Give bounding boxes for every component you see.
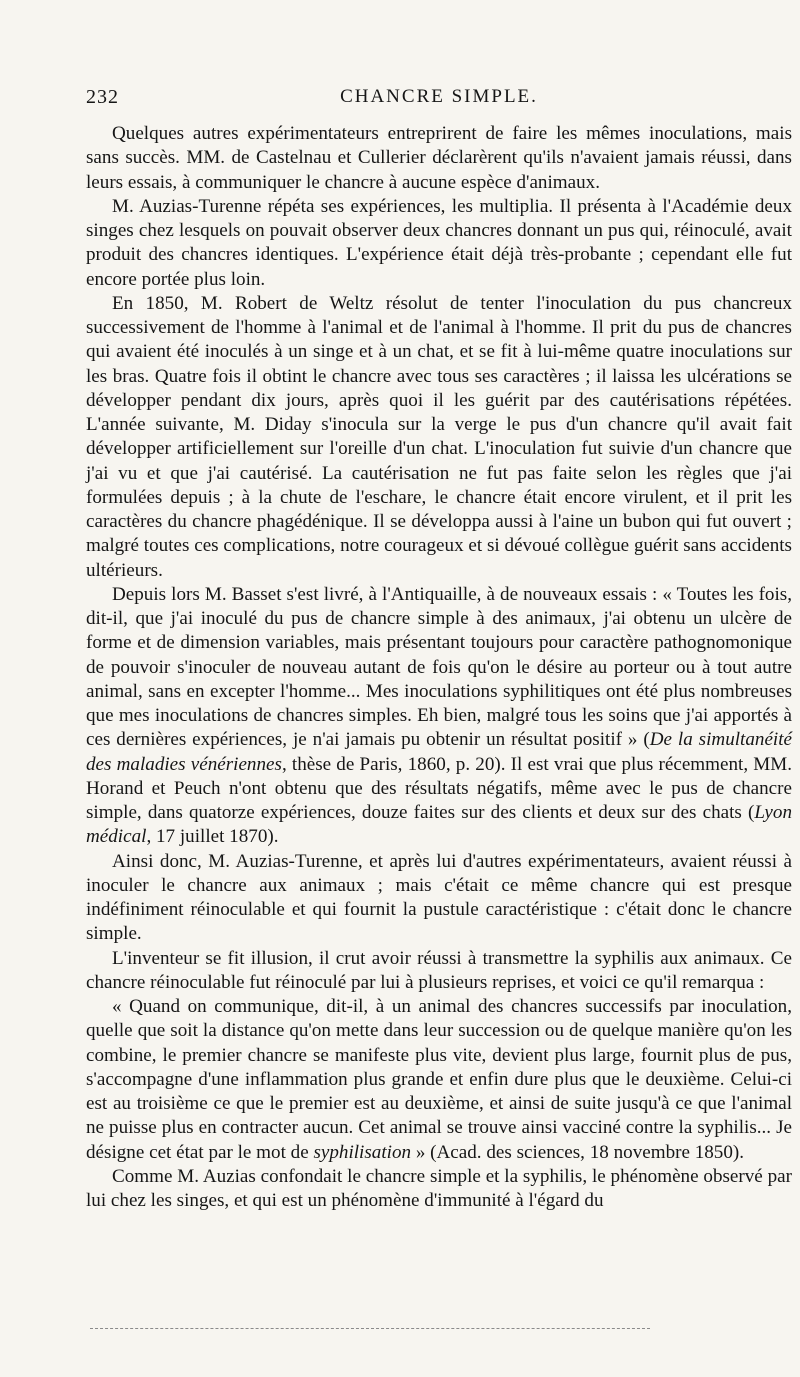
paragraph-basset-essays: Depuis lors M. Basset s'est livré, à l'Antiquaille, à de nouveaux essais : « Toutes les fois, dit-il, que j'ai inoculé du pus de chancre simple à des animaux, j'ai obtenu un ulcère de forme et de dimension variables, mais présentant toujours pour caractère pathognomonique de pouvoir s'inoculer de nouveau autant de fois qu'on le désire au porteur ou à tout autre animal, sans en excepter l'homme... Mes inoculations syphilitiques ont été plus nombreuses que mes inoculations de chancres simples. Eh bien, malgré tous les soins que j'ai apportés à ces dernières expériences, je n'ai jamais pu obtenir un résultat positif » (De la simultanéité des maladies vénériennes, thèse de Paris, 1860, p. 20). Il est vrai que plus récemment, MM. Horand et Peuch n'ont obtenu que des résultats négatifs, même avec le pus de chancre simple, dans quatorze expériences, douze faites sur des clients et deux sur des chats (Lyon médical, 17 juillet 1870). — [86, 583, 793, 848]
paragraph-weltz-diday: En 1850, M. Robert de Weltz résolut de tenter l'inoculation du pus chancreux successivement de l'homme à l'animal et de l'animal à l'homme. Il prit du pus de chancres qui avaient été inoculés à un singe et à un chat, et se fit à lui-même quatre inoculations sur les bras. Quatre fois il obtint le chancre avec tous ses caractères ; il laissa les ulcérations se développer pendant dix jours, après quoi il les guérit par des cautérisations répétées. L'année suivante, M. Diday s'inocula sur la verge le pus d'un chancre qu'il avait fait développer artificiellement sur l'oreille d'un chat. L'inoculation fut suivie d'un chancre que j'ai vu et que j'ai cautérisé. La cautérisation ne fut pas faite selon les règles que j'ai formulées depuis ; à la chute de l'eschare, le chancre était encore virulent, et il prit les caractères du chancre phagédénique. Il se développa aussi à l'aine un bubon qui fut ouvert ; malgré toutes ces complications, notre courageux et si dévoué collègue guérit sans accidents ultérieurs. — [86, 292, 792, 581]
paragraph-conclusion-simple-chancre: Ainsi donc, M. Auzias-Turenne, et après lui d'autres expérimentateurs, avaient réussi à inoculer le chancre aux animaux ; mais c'était ce même chancre qui est presque indéfiniment réinoculable et qui fournit la pustule caractéristique : c'était donc le chancre simple. — [86, 850, 792, 945]
running-title: CHANCRE SIMPLE. — [340, 86, 538, 107]
page-number: 232 — [86, 86, 119, 108]
paragraph-syphilisation-quote: « Quand on communique, dit-il, à un animal des chancres successifs par inoculation, quelle que soit la distance qu'on mette dans leur succession ou de quelque manière qu'on les combine, le premier chancre se manifeste plus vite, devient plus large, fournit plus de pus, s'accompagne d'une inflammation plus grande et enfin dure plus que le deuxième. Celui-ci est au troisième ce que le premier est au deuxième, et ainsi de suite jusqu'à ce que l'animal ne puisse plus en contracter aucun. Cet animal se trouve ainsi vacciné contre la syphilis... Je désigne cet état par le mot de syphilisation » (Acad. des sciences, 18 novembre 1850). — [86, 996, 792, 1163]
paragraph-immunity-phenomenon: Comme M. Auzias confondait le chancre simple et la syphilis, le phénomène observé par lui chez les singes, et qui est un phénomène d'immunité à l'égard du — [86, 1165, 792, 1211]
term-syphilisation: syphilisation — [313, 1141, 412, 1163]
footer-rule — [90, 1328, 650, 1329]
page-header — [86, 86, 792, 122]
body-text — [86, 122, 792, 1213]
paragraph-auzias-experiments: M. Auzias-Turenne répéta ses expériences, les multiplia. Il présenta à l'Académie deux singes chez lesquels on pouvait observer deux chancres donnant un pus qui, réinoculé, avait produit des chancres identiques. L'expérience était déjà très-probante ; cependant elle fut encore portée plus loin. — [86, 195, 792, 290]
cited-journal-title: Lyon médical — [86, 802, 792, 848]
paragraph-inoculation-failures: Quelques autres expérimentateurs entreprirent de faire les mêmes inoculations, mais sans succès. MM. de Castelnau et Cullerier déclarèrent qu'ils n'avaient jamais réussi, dans leurs essais, à communiquer le chancre à aucune espèce d'animaux. — [86, 123, 792, 193]
paragraph-inventor-illusion: L'inventeur se fit illusion, il crut avoir réussi à transmettre la syphilis aux animaux. Ce chancre réinoculable fut réinoculé par lui à plusieurs reprises, et voici ce qu'il remarqua : — [86, 947, 792, 993]
document-page — [86, 86, 792, 1366]
cited-thesis-title: De la simultanéité des maladies vénériennes — [86, 729, 793, 775]
